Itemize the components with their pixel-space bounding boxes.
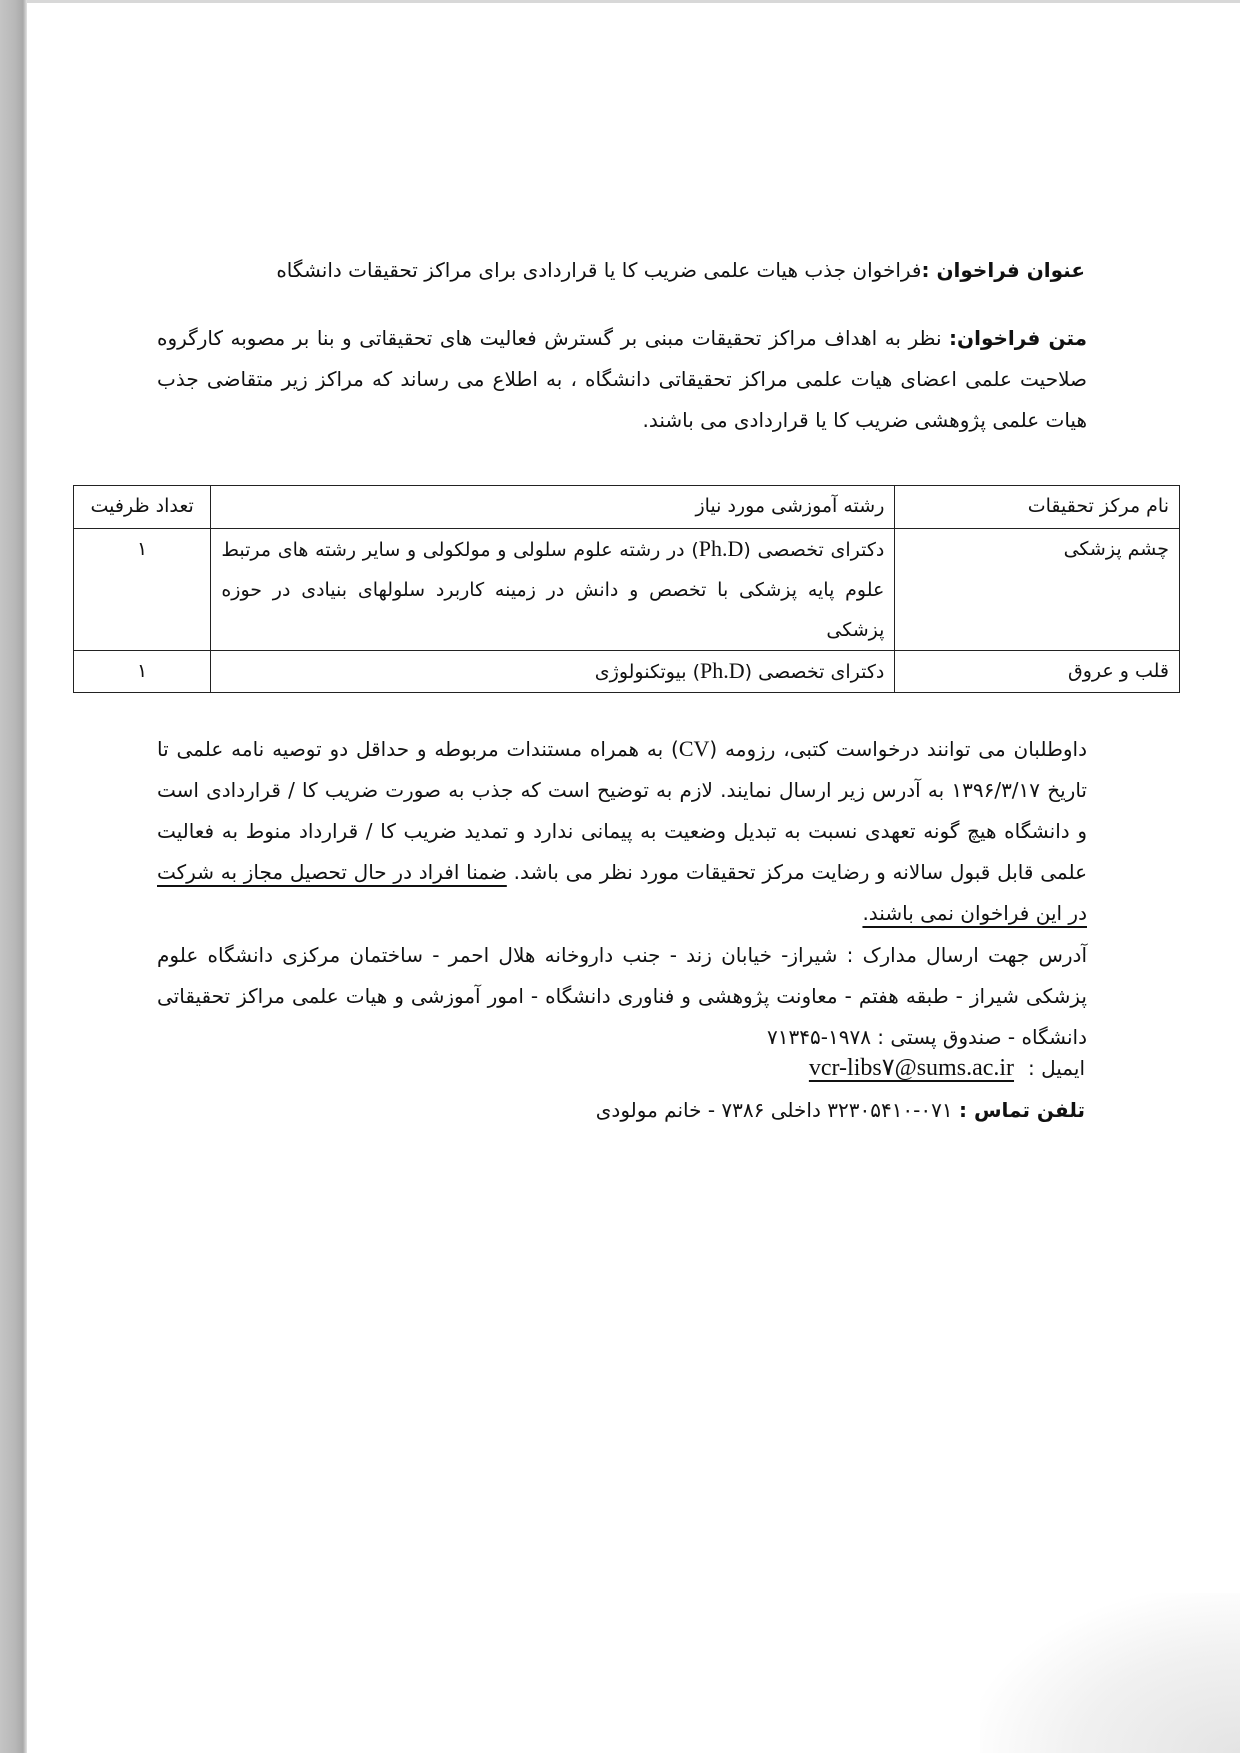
field-text-post: ) بیوتکنولوژی [594,661,701,683]
field-text-post: ) در رشته علوم سلولی و مولکولی و سایر رشته های مرتبط علوم پایه پزشکی با تخصص و دانش در زمینه کاربرد سلولهای بنیادی در حوزه پزشکی [221,539,885,641]
notes-text-part1: داوطلبان می توانند درخواست کتبی، رزومه ( [709,737,1088,761]
field-degree-en: Ph.D [698,536,744,561]
email-line [809,1053,1085,1082]
cell-capacity: ۱ [74,651,211,693]
field-text-pre: دکترای تخصصی ( [743,539,885,561]
title-text: فراخوان جذب هیات علمی ضریب کا یا قراردادی برای مراکز تحقیقات دانشگاه [276,258,922,282]
table-row [74,651,1180,693]
scan-top-edge [27,0,1240,3]
announcement-body [157,318,1087,441]
scan-corner-shadow [980,1593,1240,1753]
mailing-address: آدرس جهت ارسال مدارک : شیراز- خیابان زند - جنب داروخانه هلال احمر - ساختمان مرکزی دانشگاه علوم پزشکی شیراز - طبقه هفتم - معاونت پژوهشی و فناوری دانشگاه - امور آموزشی و هیات علمی مراکز تحقیقاتی دانشگاه - صندوق پستی : ۱۹۷۸-۷۱۳۴۵ [157,943,1087,1049]
title-label: عنوان فراخوان : [921,258,1085,282]
field-degree-en: Ph.D [700,658,745,683]
notes-cv: CV [678,736,710,761]
header-center-name: نام مرکز تحقیقات [895,486,1180,529]
phone-text: ۰۷۱-۳۲۳۰۵۴۱۰ داخلی ۷۳۸۶ - خانم مولودی [595,1098,959,1122]
cell-capacity: ۱ [74,529,211,651]
header-capacity: تعداد ظرفیت [74,486,211,529]
phone-label: تلفن تماس : [958,1098,1085,1122]
notes-eligibility-warning: ضمنا افراد در حال تحصیل مجاز به شرکت در این فراخوان نمی باشند. [157,860,1087,925]
email-link[interactable]: vcr-libs۷@sums.ac.ir [808,1055,1015,1081]
table-header-row [74,486,1180,529]
body-text: نظر به اهداف مراکز تحقیقات مبنی بر گسترش فعالیت های تحقیقاتی و بنا بر مصوبه کارگروه صلاحیت علمی اعضای هیات علمی مراکز تحقیقاتی دانشگاه ، به اطلاع می رساند که مراکز زیر متقاضی جذب هیات علمی پژوهشی ضریب کا یا قراردادی می باشند. [157,326,1087,432]
field-text-pre: دکترای تخصصی ( [744,661,885,683]
body-label: متن فراخوان: [949,326,1087,350]
announcement-title [155,249,1085,291]
cell-center-name: چشم پزشکی [895,529,1180,651]
research-centers-table [73,485,1180,693]
cell-required-field [211,529,895,651]
scan-page-edge [0,0,27,1753]
cell-required-field [211,651,895,693]
notes-text-part2: ) به همراه مستندات مربوطه و حداقل دو توصیه نامه علمی تا تاریخ ۱۳۹۶/۳/۱۷ به آدرس زیر ارسال نمایند. لازم به توضیح است که جذب به صورت ضریب کا / قراردادی است و دانشگاه هیچ گونه تعهدی نسبت به تبدیل وضعیت به پیمانی ندارد و تمدید ضریب کا / قرارداد منوط به فعالیت علمی قابل قبول سالانه و رضایت مرکز تحقیقات مورد نظر می باشد. [157,737,1088,884]
application-notes [157,728,1087,934]
phone-line [596,1098,1085,1122]
cell-center-name: قلب و عروق [895,651,1180,693]
email-label: ایمیل : [1028,1056,1085,1080]
header-required-field: رشته آموزشی مورد نیاز [211,486,895,529]
table-row [74,529,1180,651]
